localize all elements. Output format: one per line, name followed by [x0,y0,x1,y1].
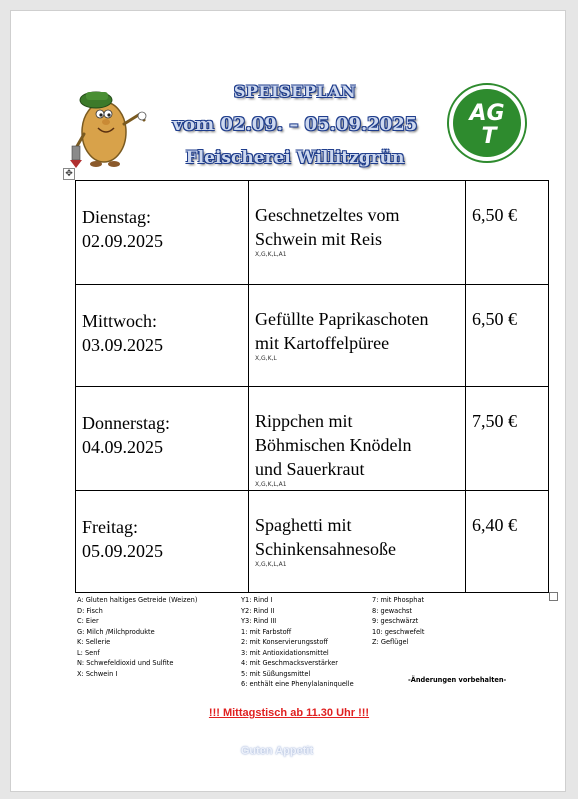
legend-item: L: Senf [77,648,100,657]
legend-item: 1: mit Farbstoff [241,627,292,636]
legend-item: 2: mit Konservierungsstoff [241,638,328,646]
table-row [76,181,549,285]
legend-item: N: Schwefeldioxid und Sulfite [77,659,174,667]
dish-line: Schwein mit Reis [255,229,382,249]
day-cell [76,181,249,285]
dish-line: Geschnetzeltes vom [255,205,400,225]
dish-cell [249,181,466,285]
legend-item: C: Eier [77,617,99,625]
menu-period: vom 02.09. – 05.09.2025 [172,114,418,135]
price-value: 7,50 € [472,411,517,431]
day-label: Donnerstag: [82,413,170,433]
table-row [76,491,549,593]
dish-cell [249,491,466,593]
price-cell [466,387,549,491]
allergen-legend-col1 [77,595,197,679]
day-cell [76,387,249,491]
price-cell [466,285,549,387]
changes-note: -Änderungen vorbehalten- [408,676,507,684]
butcher-name: Fleischerei Willitzgrün [185,148,405,168]
legend-item: Y2: Rind II [241,606,275,615]
svg-text:T: T [481,124,497,149]
dish-line: Böhmischen Knödeln [255,435,412,455]
closing-greeting: Guten Appetit [240,745,314,757]
potato-mascot-icon [68,70,148,170]
lunch-notice: !!! Mittagstisch ab 11.30 Uhr !!! [208,707,370,719]
day-date: 04.09.2025 [82,437,163,457]
legend-item: 6: enthält eine Phenylalaninquelle [241,680,354,688]
move-handle-icon[interactable]: ✥ [63,168,75,180]
dish-line: Gefüllte Paprikaschoten [255,309,429,329]
day-cell [76,285,249,387]
dish-line: Rippchen mit [255,411,353,431]
dish-line: mit Kartoffelpüree [255,333,390,353]
allergen-codes: X,G,K,L,A1 [255,251,287,258]
day-label: Dienstag: [82,207,151,227]
menu-title: SPEISEPLAN [233,82,357,101]
legend-item: 9: geschwärzt [372,617,419,625]
dish-cell [249,387,466,491]
price-cell [466,491,549,593]
table-row [76,387,549,491]
price-cell [466,181,549,285]
legend-item: D: Fisch [77,606,103,615]
allergen-codes: X,G,K,L,A1 [255,561,287,568]
allergen-legend-col3 [372,595,424,648]
legend-item: A: Gluten haltiges Getreide (Weizen) [77,596,198,604]
legend-item: Y3: Rind III [241,617,277,625]
agt-logo-icon [446,82,528,164]
legend-item: 7: mit Phosphat [372,596,425,604]
legend-item: 10: geschwefelt [372,627,425,636]
legend-item: 5: mit Süßungsmittel [241,669,311,678]
day-date: 02.09.2025 [82,231,163,251]
day-date: 05.09.2025 [82,541,163,561]
menu-table [75,180,549,593]
legend-item: K: Sellerie [77,638,111,646]
legend-item: Y1: Rind I [241,596,273,604]
price-value: 6,50 € [472,309,517,329]
legend-item: 4: mit Geschmacksverstärker [241,659,338,667]
allergen-codes: X,G,K,L,A1 [255,481,287,488]
dish-line: Schinkensahnesoße [255,539,396,559]
legend-item: X: Schwein I [77,669,118,678]
day-date: 03.09.2025 [82,335,163,355]
day-label: Freitag: [82,517,138,537]
dish-line: und Sauerkraut [255,459,365,479]
legend-item: Z: Geflügel [372,638,409,646]
day-label: Mittwoch: [82,311,157,331]
allergen-codes: X,G,K,L [255,355,277,362]
legend-item: G: Milch /Milchprodukte [77,627,155,636]
dish-cell [249,285,466,387]
day-cell [76,491,249,593]
dish-line: Spaghetti mit [255,515,352,535]
legend-item: 8: gewachst [372,606,413,615]
table-end-marker [549,592,558,601]
price-value: 6,40 € [472,515,517,535]
allergen-legend-col2 [241,595,354,690]
price-value: 6,50 € [472,205,517,225]
svg-text:AG: AG [469,101,505,126]
legend-item: 3: mit Antioxidationsmittel [241,648,329,657]
table-row [76,285,549,387]
